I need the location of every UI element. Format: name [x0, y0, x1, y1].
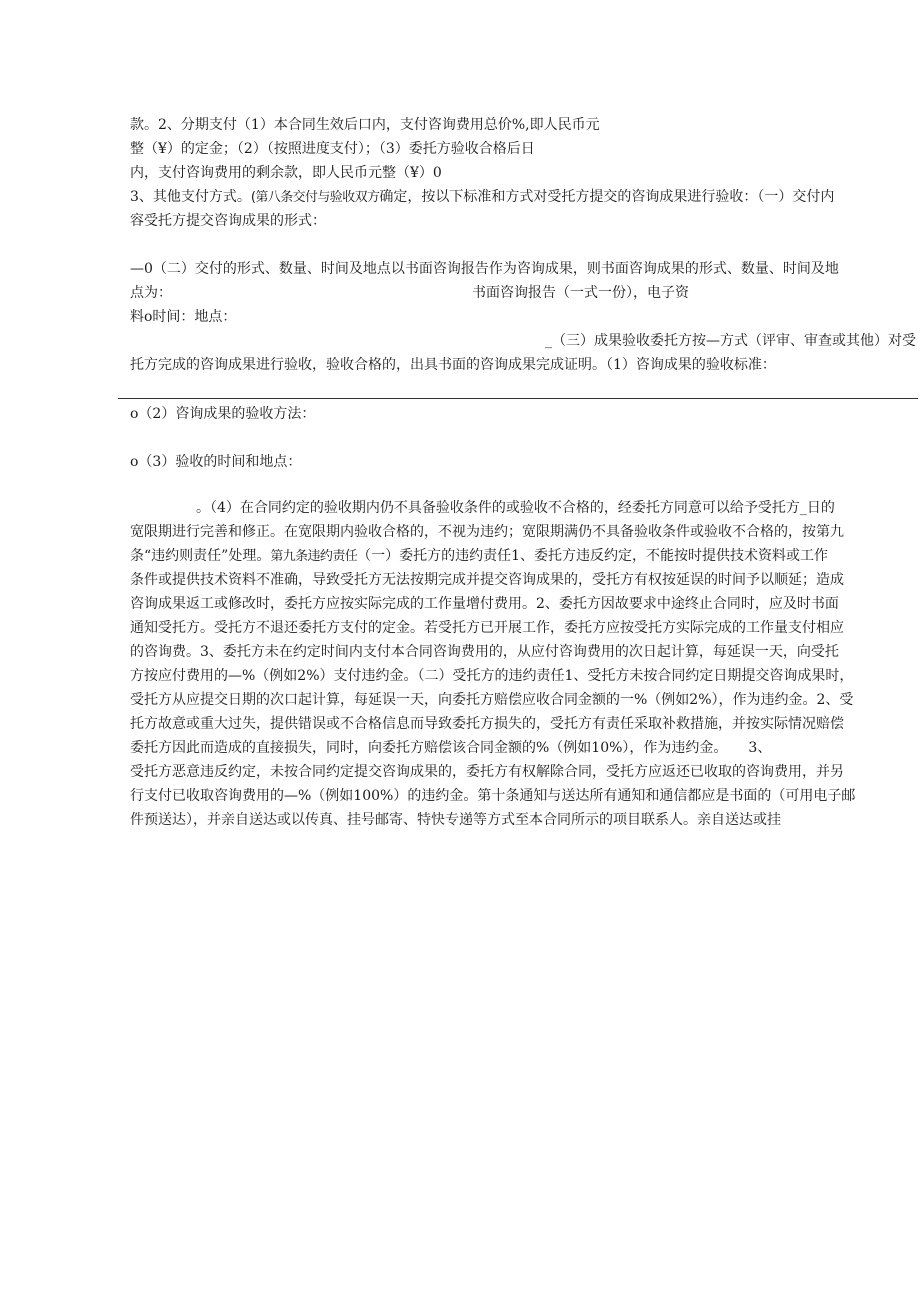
article-8-heading: (第八条交付与验收双方	[250, 190, 380, 205]
text-line: 内，支付咨询费用的剩余款，即人民币元整（¥）0	[130, 165, 442, 181]
text-line: 件预送达），并亲自送达或以传真、挂号邮寄、特快专递等方式至本合同所示的项目联系人。亲自送达或挂	[130, 812, 781, 828]
text-line: _（三）成果验收委托方按—方式（评审、审查或其他）对受	[545, 333, 916, 349]
text-line: 料o时间：地点：	[130, 309, 237, 325]
text-line: 整（¥）的定金；（2）（按照进度支付）；（3）委托方验收合格后日	[130, 141, 535, 157]
text-line: 容受托方提交咨询成果的形式：	[130, 213, 326, 229]
text-line: 。（4）在合同约定的验收期内仍不具备验收条件的或验收不合格的，经委托方同意可以给予受托方_日的	[196, 500, 835, 516]
horizontal-rule	[118, 398, 918, 399]
text-line: 受托方恶意违反约定，未按合同约定提交咨询成果的，委托方有权解除合同，受托方应返还已收取的咨询费用，并另	[130, 764, 844, 780]
text-run: 书面咨询报告（一式一份），电子资	[472, 285, 689, 301]
text-line: 行支付已收取咨询费用的—%（例如100%）的违约金。第十条通知与送达所有通知和通信都应是书面的（可用电子邮	[130, 788, 856, 804]
text-run: （一）委托方的违约责任1、委托方违反约定，不能按时提供技术资料或工作	[357, 548, 829, 564]
text-line: o（3）验收的时间和地点：	[130, 454, 302, 470]
text-line: —0（二）交付的形式、数量、时间及地点以书面咨询报告作为咨询成果，则书面咨询成果的形式、数量、时间及地	[130, 261, 839, 277]
article-9-heading: 第九条违约责任	[270, 549, 358, 564]
text-line: 款。2、分期支付（1）本合同生效后口内，支付咨询费用总价%,即人民币元	[130, 117, 600, 133]
text-line: 咨询成果返工或修改时，委托方应按实际完成的工作量增付费用。2、委托方因故要求中途终止合同时，应及时书面	[130, 596, 839, 612]
text-line: 宽限期进行完善和修正。在宽限期内验收合格的，不视为违约；宽限期满仍不具备验收条件或验收不合格的，按第九	[130, 524, 844, 540]
text-line: 方按应付费用的—%（例如2%）支付违约金。（二）受托方的违约责任1、受托方未按合同约定日期提交咨询成果时，	[130, 668, 854, 684]
text-run: 3、其他支付方式。	[130, 189, 251, 205]
text-line: 的咨询费。3、委托方未在约定时间内支付本合同咨询费用的，从应付咨询费用的次日起计算，每延误一天，向受托	[130, 644, 839, 660]
text-line	[130, 283, 916, 303]
text-line	[130, 187, 916, 208]
text-line	[130, 546, 916, 567]
text-run: 确定，按以下标准和方式对受托方提交的咨询成果进行验收：（一）交付内	[379, 189, 835, 205]
text-line: 委托方因此而造成的直接损失，同时，向委托方赔偿该合同金额的%（例如10%），作为违约金。 3、	[130, 740, 772, 756]
text-line: 条件或提供技术资料不准确，导致受托方无法按期完成并提交咨询成果的，受托方有权按延误的时间予以顺延；造成	[130, 572, 844, 588]
text-line: 受托方从应提交日期的次口起计算，每延误一天，向委托方赔偿应收合同金额的一%（例如2%），作为违约金。2、受	[130, 692, 854, 708]
text-line: 托方故意或重大过失，提供错误或不合格信息而导致委托方损失的，受托方有责任采取补救措施，并按实际情况赔偿	[130, 716, 844, 732]
text-line: 托方完成的咨询成果进行验收，验收合格的，出具书面的咨询成果完成证明。（1）咨询成果的验收标准：	[130, 357, 776, 373]
text-line: 通知受托方。受托方不退还委托方支付的定金。若受托方已开展工作，委托方应按受托方实际完成的工作量支付相应	[130, 620, 844, 636]
text-line: o（2）咨询成果的验收方法：	[130, 406, 316, 422]
text-run: 点为：	[130, 285, 172, 301]
text-run: 条“违约则责任”处理。	[130, 548, 271, 564]
